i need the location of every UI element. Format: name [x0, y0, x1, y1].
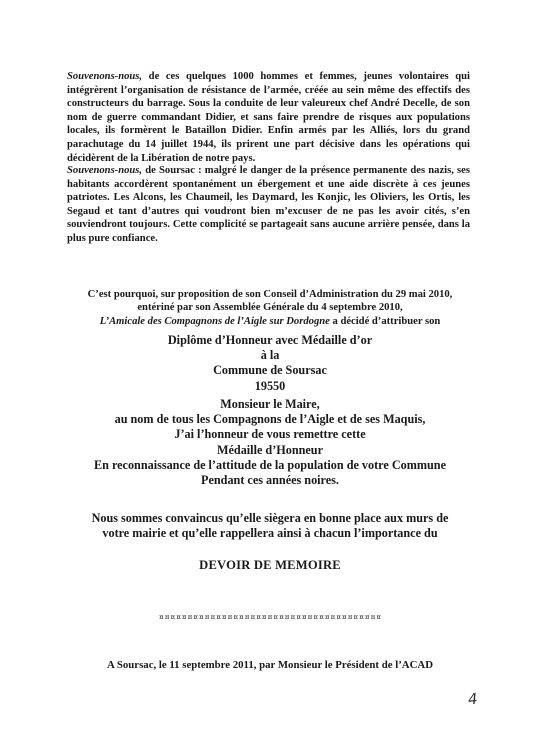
maire-address-block: [0, 397, 540, 488]
decision-line: C’est pourquoi, sur proposition de son Conseil d’Administration du 29 mai 2010,: [87, 289, 453, 300]
paragraph-body: de Soursac : malgré le danger de la présence permanente des nazis, ses habitants accordèrent spontanément un ébergement et une aide discrète à ces jeunes patriotes. Les Alcons, les Chaumeil, les Daymard, les Konjic, les Oliviers, les Ortis, les Segaud et tant d’autres qui voudront bien m’excuser de ne pas les avoir cités, s’en souviendront toujours. Cette complicité se partageait sans aucune arrière pensée, dans la plus pure confiance.: [67, 165, 470, 244]
page-number: 4: [467, 689, 479, 709]
medal-name: Médaille d’Honneur: [217, 442, 323, 457]
paragraph-lead: Souvenons-nous,: [67, 71, 143, 82]
diplome-title: Diplôme d’Honneur avec Médaille d’or: [167, 333, 373, 347]
closing-block: [0, 511, 540, 541]
commune-name: Commune de Soursac: [213, 363, 327, 378]
signature-line: A Soursac, le 11 septembre 2011, par Monsieur le Président de l’ACAD: [107, 659, 433, 671]
paragraph-souvenons-hommes: [67, 70, 470, 165]
devoir-de-memoire-heading: DEVOIR DE MEMOIRE: [199, 558, 341, 572]
closing-line: votre mairie et qu’elle rappellera ainsi à chacun l’importance du: [102, 526, 438, 541]
maire-line: J’ai l’honneur de vous remettre cette: [174, 427, 366, 442]
closing-line: Nous sommes convaincus qu’elle siègera en bonne place aux murs de: [91, 511, 449, 525]
paragraph-lead: Souvenons-nous,: [67, 165, 143, 176]
decision-block: [0, 288, 540, 328]
ornament-divider: ¤¤¤¤¤¤¤¤¤¤¤¤¤¤¤¤¤¤¤¤¤¤¤¤¤¤¤¤¤¤¤¤¤¤¤¤¤¤¤: [158, 613, 382, 623]
diplome-line: à la: [260, 348, 280, 363]
paragraph-body: de ces quelques 1000 hommes et femmes, jeunes volontaires qui intégrèrent l’organisation de résistance de l’armée, créée au sein même des effectifs des constructeurs du barrage. Sous la conduite de leur valeureux chef André Decelle, de son nom de guerre commandant Didier, et sans faire prendre de risques aux populations locales, ils formèrent le Bataillon Didier. Enfin armés par les Alliés, lors du grand parachutage du 14 juillet 1944, ils prirent une part décisive dans les opérations qui décidèrent de la Libération de notre pays.: [67, 71, 470, 164]
diplome-block: [0, 333, 540, 394]
maire-line: En reconnaissance de l’attitude de la population de votre Commune: [94, 457, 446, 472]
maire-line: Pendant ces années noires.: [201, 473, 339, 488]
decision-line-rest: a décidé d’attribuer son: [329, 315, 441, 327]
salutation: Monsieur le Maire,: [220, 397, 320, 411]
decision-line: entériné par son Assemblée Générale du 4 septembre 2010,: [137, 302, 403, 314]
postal-code: 19550: [254, 378, 286, 393]
paragraph-souvenons-soursac: [67, 164, 470, 246]
maire-line: au nom de tous les Compagnons de l’Aigle et de ses Maquis,: [114, 412, 426, 427]
decision-line: [0, 315, 540, 328]
amicale-name: L’Amicale des Compagnons de l’Aigle sur Dordogne: [99, 315, 330, 327]
